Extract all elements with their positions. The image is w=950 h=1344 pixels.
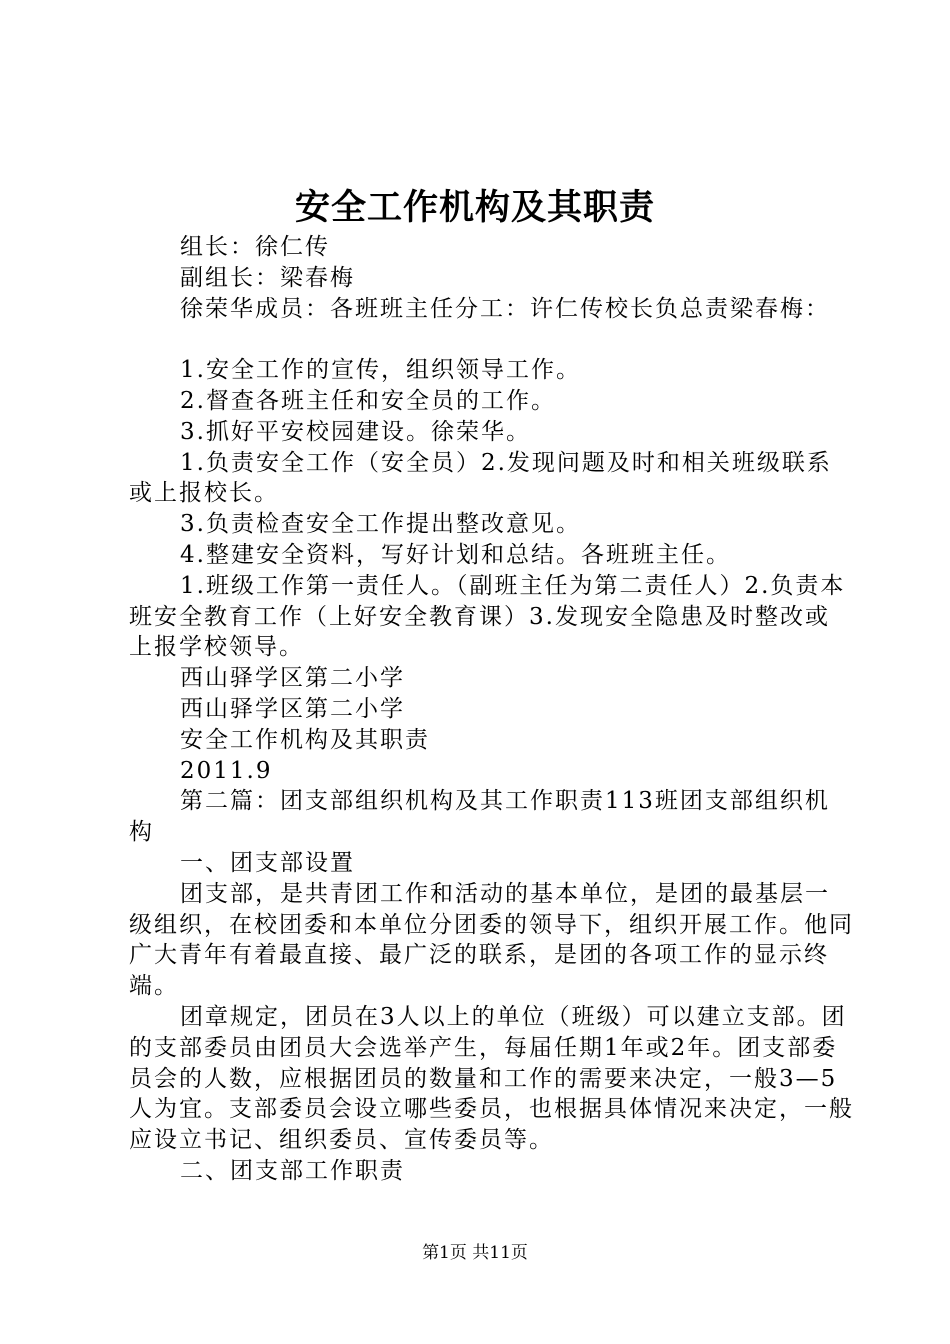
paragraph-blank bbox=[129, 324, 854, 355]
paragraph-inspect-safety: 3.负责检查安全工作提出整改意见。 bbox=[180, 511, 581, 538]
paragraph-safety-officer-duties: 1.负责安全工作（安全员）2.发现问题及时和相关班级联系或上报校长。 bbox=[129, 449, 832, 507]
paragraph-group-leader: 组长：徐仁传 bbox=[180, 234, 330, 260]
paragraph-duty-1: 1.安全工作的宣传，组织领导工作。 bbox=[180, 357, 581, 384]
paragraph-duty-3: 3.抓好平安校园建设。徐荣华。 bbox=[180, 418, 531, 445]
paragraph-repeat-title: 安全工作机构及其职责 bbox=[180, 726, 430, 753]
paragraph-section-2-heading: 二、团支部工作职责 bbox=[180, 1157, 405, 1184]
paragraph-duty-2: 2.督查各班主任和安全员的工作。 bbox=[180, 387, 556, 414]
page-indicator: 第1页 共11页 bbox=[422, 1243, 528, 1263]
paragraph-school-name-2: 西山驿学区第二小学 bbox=[180, 695, 405, 722]
paragraph-class-teacher-duties: 1.班级工作第一责任人。（副班主任为第二责任人）2.负责本班安全教育工作（上好安全教育课）3.发现安全隐患及时整改或上报学校领导。 bbox=[129, 572, 846, 661]
paragraph-school-name-1: 西山驿学区第二小学 bbox=[180, 665, 405, 692]
paragraph-branch-definition: 团支部，是共青团工作和活动的基本单位，是团的最基层一级组织，在校团委和本单位分团委的领导下，组织开展工作。他同广大青年有着最直接、最广泛的联系，是团的各项工作的显示终端。 bbox=[129, 880, 854, 1000]
paragraph-branch-regulations: 团章规定，团员在3人以上的单位（班级）可以建立支部。团的支部委员由团员大会选举产生，每届任期1年或2年。团支部委员会的人数，应根据团员的数量和工作的需要来决定，一般3—5人为宜。支部委员会设立哪些委员，也根据具体情况来决定，一般应设立书记、组织委员、宣传委员等。 bbox=[129, 1003, 854, 1154]
document-title: 安全工作机构及其职责 bbox=[294, 187, 655, 228]
paragraph-date: 2011.9 bbox=[180, 757, 273, 784]
paragraph-second-article-heading: 第二篇：团支部组织机构及其工作职责113班团支部组织机构 bbox=[129, 788, 830, 846]
paragraph-members-division: 徐荣华成员：各班班主任分工：许仁传校长负总责梁春梅： bbox=[180, 295, 830, 322]
document-body bbox=[129, 232, 854, 1187]
paragraph-safety-records: 4.整建安全资料，写好计划和总结。各班班主任。 bbox=[180, 541, 731, 568]
paragraph-section-1-heading: 一、团支部设置 bbox=[180, 849, 355, 876]
paragraph-deputy-leader: 副组长：梁春梅 bbox=[180, 264, 355, 291]
